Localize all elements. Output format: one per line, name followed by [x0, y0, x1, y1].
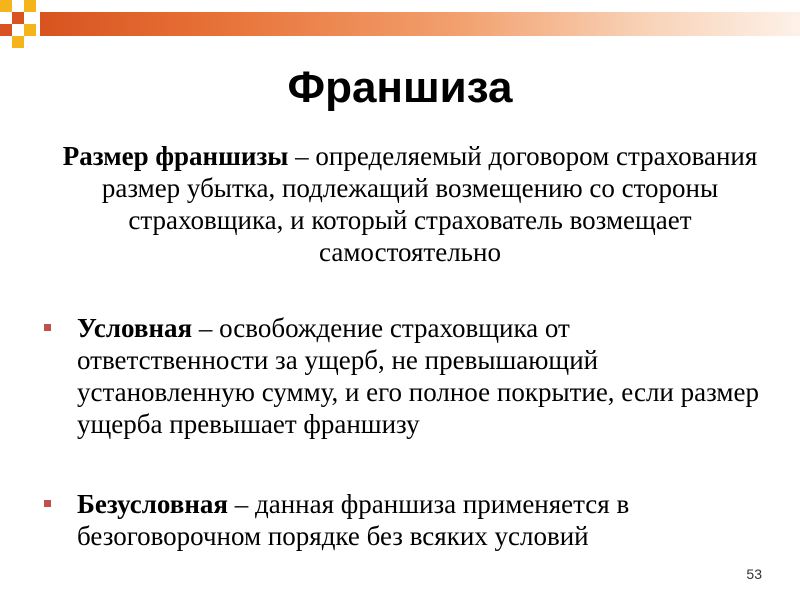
list-item-description: – освобождение страховщика от ответственности за ущерб, не превышающий установленную сумму, и его полное покрытие, если размер ущерба превышает франшизу — [77, 313, 759, 439]
list-item — [22, 488, 782, 558]
list-item-term: Условная — [77, 313, 193, 343]
header-gradient-bar — [40, 12, 800, 36]
definition-term: Размер франшизы — [62, 141, 289, 171]
list-item-term: Безусловная — [77, 489, 228, 519]
decor-square — [0, 0, 12, 12]
list-item-text — [77, 488, 767, 552]
definition-paragraph — [60, 140, 760, 268]
header-decoration — [0, 0, 800, 48]
page-number: 53 — [746, 566, 762, 582]
bullet-square-icon — [44, 324, 51, 331]
list-item — [22, 312, 782, 444]
slide-title: Франшиза — [287, 63, 513, 112]
list-item-text — [77, 312, 767, 440]
bullet-square-icon — [44, 500, 51, 507]
decor-square — [0, 24, 12, 36]
list-item-description: – данная франшиза применяется в безоговорочном порядке без всяких условий — [77, 489, 630, 551]
decor-square — [12, 12, 24, 24]
decor-square — [12, 36, 24, 48]
decor-square — [24, 0, 36, 12]
definition-text: – определяемый договором страхования размер убытка, подлежащий возмещению со стороны страховщика, и который страхователь возмещает самостоятельно — [101, 141, 758, 267]
decor-square — [24, 24, 36, 36]
